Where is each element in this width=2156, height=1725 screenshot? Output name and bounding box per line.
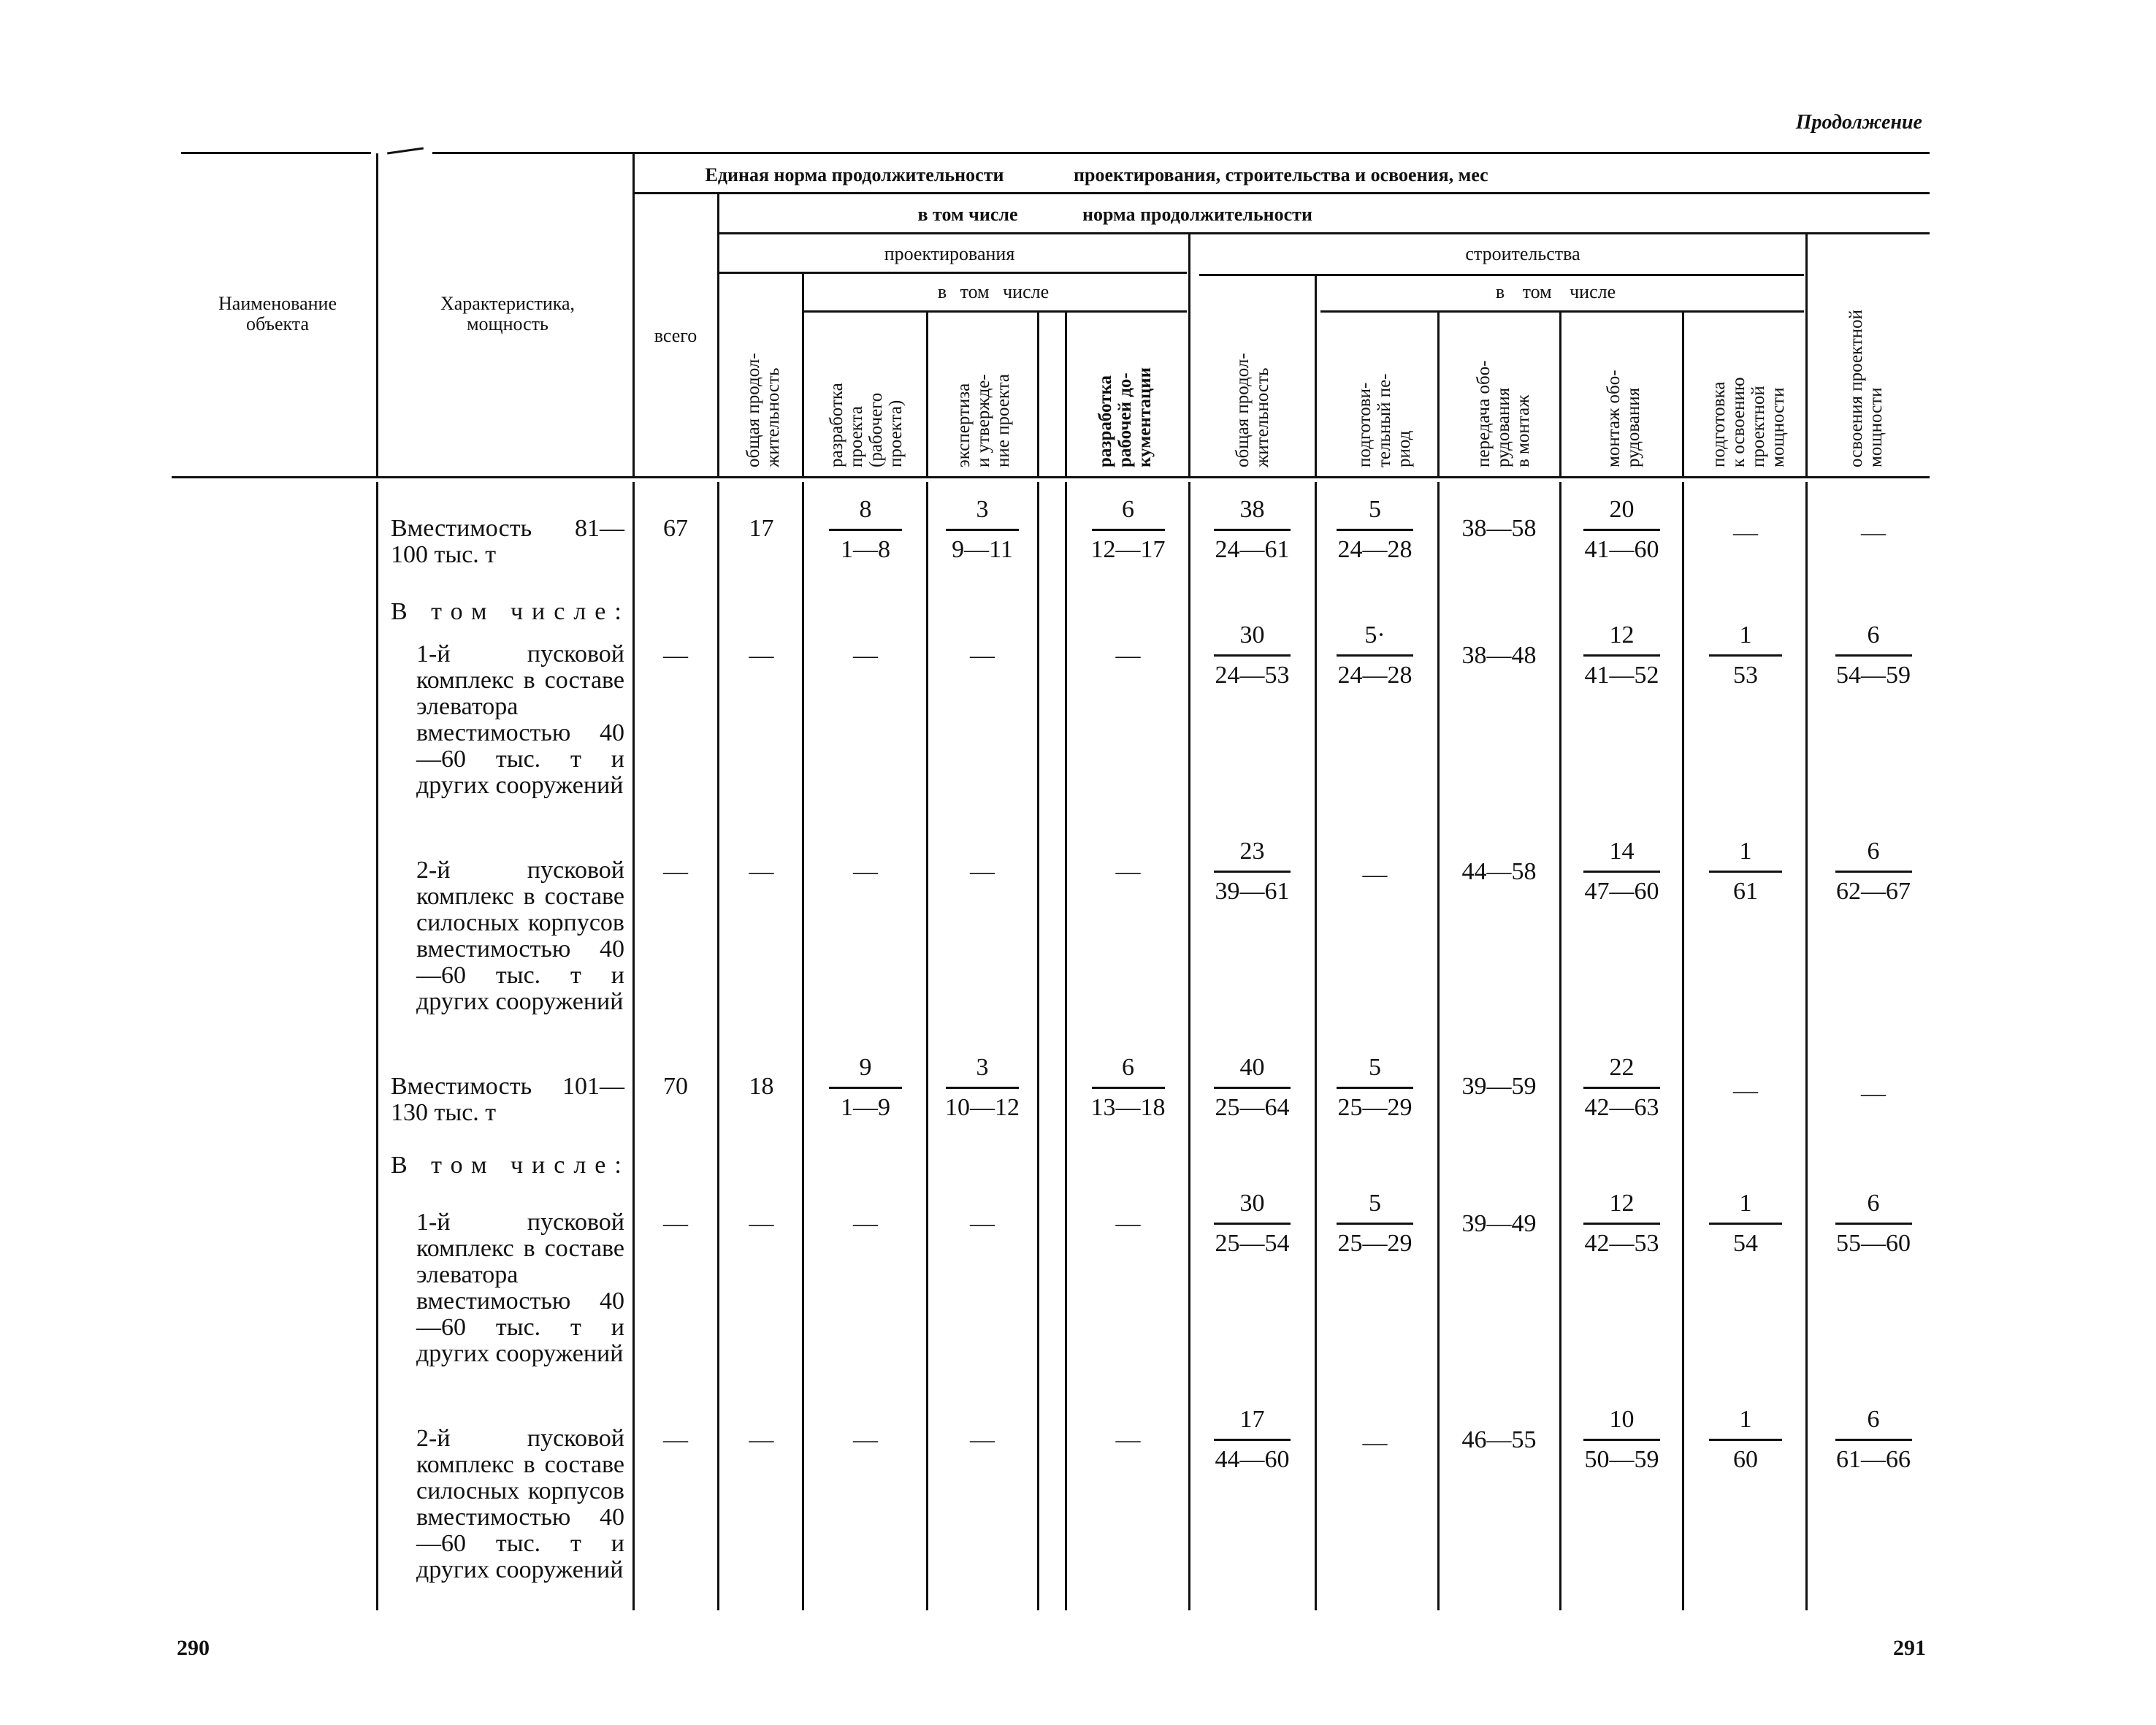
continuation-label: Продолжение [1795, 111, 1922, 134]
row4-mount-den: 47—60 [1584, 878, 1659, 905]
row5-exp [942, 1055, 1022, 1121]
row7-work: — [1115, 1210, 1141, 1237]
row7-mount-num: 12 [1609, 1190, 1635, 1217]
body-vline-char [632, 482, 635, 1610]
row5-exp-den: 10—12 [945, 1094, 1020, 1121]
row7-c-total-den: 25—54 [1215, 1230, 1290, 1257]
row7-transfer: 39—49 [1461, 1210, 1537, 1237]
row5-dev [825, 1055, 906, 1121]
header-constr-ready: подготовка к освоению проектной мощности [1709, 377, 1788, 467]
row8-c-total [1207, 1407, 1298, 1473]
row4-mount [1576, 838, 1667, 905]
row1-exp-den: 9—11 [952, 536, 1013, 563]
row4-prep: — [1362, 861, 1388, 888]
row7-mastery-num: 6 [1867, 1190, 1880, 1217]
body-vline-exp2 [1065, 482, 1067, 1610]
row5-c-total-num: 40 [1239, 1054, 1265, 1081]
row7-prep-den: 25—29 [1337, 1230, 1413, 1257]
header-top-right: проектирования, строительства и освоения, мес [1074, 164, 1488, 185]
rule-design-incl-under [803, 310, 1187, 313]
row7-total: — [663, 1210, 688, 1237]
vline-transfer [1559, 312, 1561, 476]
row8-ready-den: 60 [1733, 1446, 1758, 1473]
rule-incl-under [719, 232, 1930, 234]
row3-c-total-num: 30 [1239, 621, 1265, 649]
vline-design-end [1188, 234, 1190, 476]
row5-mount-num: 22 [1609, 1054, 1635, 1081]
row7-c-total [1207, 1190, 1298, 1257]
row3-prep-den: 24—28 [1337, 662, 1413, 689]
row1-mastery: — [1861, 519, 1886, 546]
header-construction: строительства [1465, 243, 1580, 264]
row5-work [1082, 1055, 1174, 1121]
body-vline-design-end [1188, 482, 1190, 1610]
row7-mastery-den: 55—60 [1836, 1230, 1911, 1257]
body-vline-constr-end [1805, 482, 1808, 1610]
header-constr-incl: в том числе [1495, 281, 1616, 302]
page-number-left: 290 [177, 1636, 210, 1660]
row5-prep-num: 5 [1369, 1054, 1381, 1081]
row8-mount-den: 50—59 [1584, 1446, 1659, 1473]
row4-char: 2-й пусковой комплекс в составе силосных корпусов вместимостью 40—60 тыс. т и других сооружений [416, 857, 624, 1015]
row3-char: 1-й пусковой комплекс в составе элеватора вместимостью 40—60 тыс. т и других сооружений [416, 640, 624, 799]
body-vline-total [717, 482, 719, 1610]
header-design-dev: разработка проекта (рабочего проекта) [827, 383, 906, 467]
header-top-left: Единая норма продолжительности [705, 164, 1004, 185]
row5-work-den: 13—18 [1090, 1094, 1166, 1121]
row8-design-total: — [749, 1426, 774, 1453]
row4-mastery-num: 6 [1867, 838, 1880, 865]
row7-exp: — [970, 1210, 995, 1237]
row1-dev-num: 8 [859, 496, 872, 523]
row5-ready: — [1733, 1077, 1758, 1104]
row4-ready-den: 61 [1733, 878, 1758, 905]
row7-ready [1702, 1190, 1789, 1257]
row7-prep-num: 5 [1369, 1190, 1381, 1217]
row3-transfer: 38—48 [1461, 642, 1537, 669]
row5-prep [1329, 1055, 1421, 1121]
row8-c-total-den: 44—60 [1215, 1446, 1290, 1473]
row8-ready-num: 1 [1739, 1406, 1752, 1433]
rule-constr-under [1199, 274, 1804, 276]
row1-prep-num: 5 [1369, 496, 1381, 523]
row1-mount [1576, 497, 1667, 563]
row5-mastery: — [1861, 1080, 1886, 1107]
vline-constr-end [1805, 234, 1808, 476]
row8-mastery [1826, 1407, 1921, 1473]
vline-design-total [802, 273, 804, 476]
row1-exp [942, 497, 1022, 563]
row3-total: — [663, 642, 688, 669]
vline-exp2 [1065, 312, 1067, 476]
vline-constr-total [1315, 275, 1317, 476]
header-design-incl: в том числе [937, 281, 1050, 302]
rule-top-right [432, 152, 1930, 154]
row5-design-total: 18 [749, 1073, 774, 1100]
row4-mastery-den: 62—67 [1836, 878, 1911, 905]
row1-c-total [1207, 497, 1298, 563]
rule-header-bottom [172, 476, 1930, 478]
body-vline-constr-total [1315, 482, 1317, 1610]
vline-dev [926, 312, 928, 476]
body-vline-design-total [802, 482, 804, 1610]
row3-mount-num: 12 [1609, 621, 1635, 649]
row3-work: — [1115, 642, 1141, 669]
row8-mastery-den: 61—66 [1836, 1446, 1911, 1473]
row1-prep [1329, 497, 1421, 563]
row1-mount-den: 41—60 [1584, 536, 1659, 563]
row1-design-total: 17 [749, 515, 774, 542]
rule-unified-under [634, 192, 1930, 194]
row1-prep-den: 24—28 [1337, 536, 1413, 563]
row5-work-num: 6 [1122, 1054, 1134, 1081]
body-vline-transfer [1559, 482, 1561, 1610]
header-design-exp: экспертиза и утвержде- ние проекта [954, 373, 1013, 467]
row4-work: — [1115, 858, 1141, 885]
row1-dev [825, 497, 906, 563]
row3-ready-den: 53 [1733, 662, 1758, 689]
header-design-total: общая продол- жительность [743, 353, 783, 467]
row4-ready-num: 1 [1739, 838, 1752, 865]
row8-mount-num: 10 [1609, 1406, 1635, 1433]
row8-mount [1576, 1407, 1667, 1473]
row4-c-total-num: 23 [1239, 838, 1265, 865]
row1-c-total-den: 24—61 [1215, 536, 1290, 563]
row5-dev-den: 1—9 [841, 1094, 890, 1121]
header-design-work: разработка рабочей до- кументации [1096, 367, 1155, 467]
row3-mastery [1826, 622, 1921, 689]
header-mastery: освоения проектной мощности [1846, 309, 1886, 467]
row1-char: Вместимость 81—100 тыс. т [391, 515, 624, 568]
header-constr-total: общая продол- жительность [1233, 353, 1272, 467]
vline-name [376, 153, 378, 476]
row3-prep [1329, 622, 1421, 689]
row4-exp: — [970, 858, 995, 885]
vline-total [717, 194, 719, 476]
row5-dev-num: 9 [859, 1054, 872, 1081]
row8-prep: — [1362, 1429, 1388, 1456]
header-incl-right: норма продолжительности [1082, 204, 1312, 225]
rule-top-mid [387, 148, 424, 155]
row2-including: В том числе: [391, 598, 630, 625]
row5-c-total-den: 25—64 [1215, 1094, 1290, 1121]
row3-design-total: — [749, 642, 774, 669]
row7-prep [1329, 1190, 1421, 1257]
row6-including: В том числе: [391, 1152, 630, 1179]
row1-total: 67 [663, 515, 688, 542]
header-constr-mount: монтаж обо- рудования [1604, 370, 1643, 467]
row1-exp-num: 3 [976, 496, 989, 523]
vline-prep [1437, 312, 1440, 476]
row5-exp-num: 3 [976, 1054, 989, 1081]
row4-mount-num: 14 [1609, 838, 1635, 865]
vline-exp [1037, 312, 1039, 476]
row4-dev: — [853, 858, 878, 885]
row3-mount-den: 41—52 [1584, 662, 1659, 689]
body-vline-exp [1037, 482, 1039, 1610]
row3-mastery-den: 54—59 [1836, 662, 1911, 689]
rule-constr-incl-under [1320, 310, 1804, 313]
row4-transfer: 44—58 [1461, 858, 1537, 885]
row5-total: 70 [663, 1073, 688, 1100]
row7-ready-num: 1 [1739, 1190, 1752, 1217]
row4-total: — [663, 858, 688, 885]
row8-exp: — [970, 1426, 995, 1453]
row1-work [1082, 497, 1174, 563]
row4-c-total-den: 39—61 [1215, 878, 1290, 905]
row1-mount-num: 20 [1609, 496, 1635, 523]
row3-exp: — [970, 642, 995, 669]
row8-ready [1702, 1407, 1789, 1473]
row8-mastery-num: 6 [1867, 1406, 1880, 1433]
row3-prep-num: 5· [1364, 621, 1385, 649]
rule-design-under [719, 272, 1187, 274]
header-design: проектирования [884, 243, 1015, 264]
row4-mastery [1826, 838, 1921, 905]
row8-transfer: 46—55 [1461, 1426, 1537, 1453]
row7-char: 1-й пусковой комплекс в составе элеватора вместимостью 40—60 тыс. т и других сооружений [416, 1209, 624, 1367]
row5-transfer: 39—59 [1461, 1073, 1537, 1100]
header-incl-left: в том числе [917, 204, 1018, 225]
header-name-col: Наименование объекта [218, 293, 337, 334]
page-number-right: 291 [1893, 1636, 1926, 1660]
rule-top-left [181, 152, 371, 154]
header-total: всего [654, 325, 697, 346]
row1-work-num: 6 [1122, 496, 1134, 523]
row7-mastery [1826, 1190, 1921, 1257]
row8-dev: — [853, 1426, 878, 1453]
vline-char [632, 153, 635, 476]
row5-char: Вместимость 101—130 тыс. т [391, 1073, 624, 1126]
header-constr-prep: подготови- тельный пе- риод [1355, 373, 1414, 467]
row4-c-total [1207, 838, 1298, 905]
row7-ready-den: 54 [1733, 1230, 1758, 1257]
row1-dev-den: 1—8 [841, 536, 890, 563]
row3-ready-num: 1 [1739, 621, 1752, 649]
row5-prep-den: 25—29 [1337, 1094, 1413, 1121]
row5-c-total [1207, 1055, 1298, 1121]
body-vline-prep [1437, 482, 1440, 1610]
row3-ready [1702, 622, 1789, 689]
row4-design-total: — [749, 858, 774, 885]
header-char-col: Характеристика, мощность [440, 293, 576, 334]
row1-transfer: 38—58 [1461, 515, 1537, 542]
row1-c-total-num: 38 [1239, 496, 1265, 523]
vline-mount [1682, 312, 1684, 476]
row7-c-total-num: 30 [1239, 1190, 1265, 1217]
row1-work-den: 12—17 [1090, 536, 1166, 563]
body-vline-name [376, 482, 378, 1610]
row1-ready: — [1733, 519, 1758, 546]
header-constr-transfer: передача обо- рудования в монтаж [1474, 360, 1533, 467]
row7-mount [1576, 1190, 1667, 1257]
row8-work: — [1115, 1426, 1141, 1453]
row3-mastery-num: 6 [1867, 621, 1880, 649]
row3-mount [1576, 622, 1667, 689]
row7-design-total: — [749, 1210, 774, 1237]
row3-dev: — [853, 642, 878, 669]
body-vline-dev [926, 482, 928, 1610]
row3-c-total-den: 24—53 [1215, 662, 1290, 689]
row5-mount-den: 42—63 [1584, 1094, 1659, 1121]
row7-dev: — [853, 1210, 878, 1237]
row8-total: — [663, 1426, 688, 1453]
row5-mount [1576, 1055, 1667, 1121]
row4-ready [1702, 838, 1789, 905]
row3-c-total [1207, 622, 1298, 689]
row8-c-total-num: 17 [1239, 1406, 1265, 1433]
body-vline-mount [1682, 482, 1684, 1610]
row7-mount-den: 42—53 [1584, 1230, 1659, 1257]
row8-char: 2-й пусковой комплекс в составе силосных корпусов вместимостью 40—60 тыс. т и других сооружений [416, 1425, 624, 1583]
